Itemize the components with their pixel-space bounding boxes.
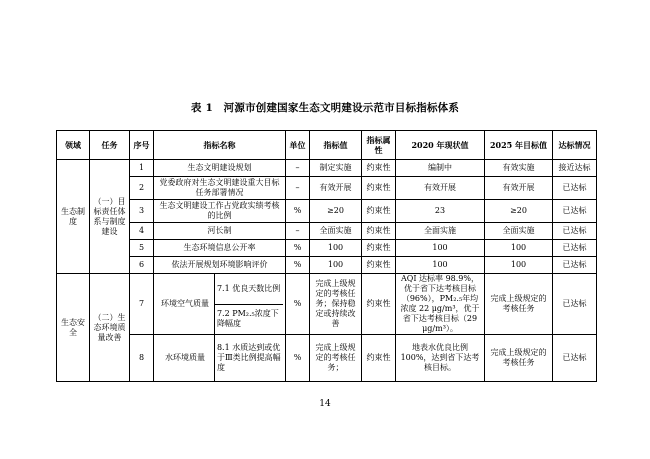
attr-cell: 约束性 bbox=[362, 240, 396, 257]
table-row bbox=[57, 335, 597, 382]
attr-cell: 约束性 bbox=[362, 223, 396, 240]
table-row bbox=[57, 223, 597, 240]
sub-indicator: 7.1 优良天数比例 bbox=[216, 283, 281, 293]
status-cell: 已达标 bbox=[553, 177, 597, 200]
y2025-cell: ≥20 bbox=[485, 200, 553, 223]
y2020-cell: 有效开展 bbox=[396, 177, 485, 200]
page-number: 14 bbox=[319, 399, 331, 409]
header-seq: 序号 bbox=[130, 131, 154, 160]
attr-cell: 约束性 bbox=[362, 274, 396, 335]
unit-cell: % bbox=[286, 335, 310, 382]
name-cell: 生态文明建设工作占党政实绩考核的比例 bbox=[154, 200, 286, 223]
header-2025: 2025 年目标值 bbox=[485, 131, 553, 160]
task-cell: （一）目标责任体系与制度建设 bbox=[90, 160, 130, 274]
header-domain: 领域 bbox=[57, 131, 90, 160]
y2020-cell: 全面实施 bbox=[396, 223, 485, 240]
y2020-cell: 地表水优良比例 100%，达到省下达考核目标。 bbox=[396, 335, 485, 382]
y2025-cell: 100 bbox=[485, 240, 553, 257]
attr-cell: 约束性 bbox=[362, 335, 396, 382]
sub-indicator: 8.1 水质达到或优于Ⅲ类比例提高幅度 bbox=[216, 343, 281, 372]
table-row bbox=[57, 257, 597, 274]
y2020-cell: 100 bbox=[396, 240, 485, 257]
y2025-cell: 全面实施 bbox=[485, 223, 553, 240]
domain-cell: 生态安全 bbox=[57, 274, 90, 382]
seq-cell: 3 bbox=[130, 200, 154, 223]
attr-cell: 约束性 bbox=[362, 257, 396, 274]
unit-cell: % bbox=[286, 240, 310, 257]
seq-cell: 4 bbox=[130, 223, 154, 240]
value-cell: 全面实施 bbox=[310, 223, 362, 240]
seq-cell: 1 bbox=[130, 160, 154, 177]
name-cell: 党委政府对生态文明建设重大目标任务部署情况 bbox=[154, 177, 286, 200]
seq-cell: 8 bbox=[130, 335, 154, 382]
seq-cell: 7 bbox=[130, 274, 154, 335]
status-cell: 已达标 bbox=[553, 335, 597, 382]
value-cell: ≥20 bbox=[310, 200, 362, 223]
status-cell: 已达标 bbox=[553, 274, 597, 335]
table-row bbox=[57, 160, 597, 177]
name-cell: 依法开展规划环境影响评价 bbox=[154, 257, 286, 274]
unit-cell: – bbox=[286, 177, 310, 200]
name-cell bbox=[154, 274, 286, 335]
indicator-table bbox=[56, 130, 597, 382]
seq-cell: 6 bbox=[130, 257, 154, 274]
value-cell: 完成上级规定的考核任务； bbox=[310, 335, 362, 382]
unit-cell: % bbox=[286, 200, 310, 223]
name-cell: 生态环境信息公开率 bbox=[154, 240, 286, 257]
table-row bbox=[57, 200, 597, 223]
y2025-cell: 100 bbox=[485, 257, 553, 274]
indicator-group-name: 环境空气质量 bbox=[160, 299, 209, 308]
y2020-cell: AQI 达标率 98.9%，优于省下达考核目标（96%），PM₂.₅年均浓度 22 μg/m³，优于省下达考核目标（29 μg/m³）。 bbox=[396, 274, 485, 335]
header-task: 任务 bbox=[90, 131, 130, 160]
unit-cell: – bbox=[286, 223, 310, 240]
y2025-cell: 完成上级规定的考核任务 bbox=[485, 335, 553, 382]
value-cell: 100 bbox=[310, 240, 362, 257]
value-cell: 100 bbox=[310, 257, 362, 274]
y2025-cell: 有效实施 bbox=[485, 160, 553, 177]
table-row bbox=[57, 240, 597, 257]
y2020-cell: 23 bbox=[396, 200, 485, 223]
table-title: 表 1 河源市创建国家生态文明建设示范市目标指标体系 bbox=[190, 102, 460, 114]
header-attr: 指标属性 bbox=[362, 131, 396, 160]
seq-cell: 2 bbox=[130, 177, 154, 200]
status-cell: 已达标 bbox=[553, 223, 597, 240]
status-cell: 已达标 bbox=[553, 240, 597, 257]
value-cell: 有效开展 bbox=[310, 177, 362, 200]
name-cell bbox=[154, 335, 286, 382]
unit-cell: % bbox=[286, 257, 310, 274]
status-cell: 已达标 bbox=[553, 257, 597, 274]
attr-cell: 约束性 bbox=[362, 177, 396, 200]
header-2020: 2020 年现状值 bbox=[396, 131, 485, 160]
attr-cell: 约束性 bbox=[362, 200, 396, 223]
y2025-cell: 完成上级规定的考核任务 bbox=[485, 274, 553, 335]
header-name: 指标名称 bbox=[154, 131, 286, 160]
status-cell: 已达标 bbox=[553, 200, 597, 223]
indicator-group-name: 水环境质量 bbox=[164, 353, 205, 362]
table-row bbox=[57, 274, 597, 335]
seq-cell: 5 bbox=[130, 240, 154, 257]
unit-cell: % bbox=[286, 274, 310, 335]
name-cell: 生态文明建设规划 bbox=[154, 160, 286, 177]
sub-indicator: 7.2 PM₂.₅浓度下降幅度 bbox=[215, 304, 283, 335]
status-cell: 接近达标 bbox=[553, 160, 597, 177]
value-cell: 完成上级规定的考核任务；保持稳定或持续改善 bbox=[310, 274, 362, 335]
domain-cell: 生态制度 bbox=[57, 160, 90, 274]
header-unit: 单位 bbox=[286, 131, 310, 160]
y2020-cell: 100 bbox=[396, 257, 485, 274]
header-status: 达标情况 bbox=[553, 131, 597, 160]
task-cell: （二）生态环境质量改善 bbox=[90, 274, 130, 382]
header-value: 指标值 bbox=[310, 131, 362, 160]
y2025-cell: 有效开展 bbox=[485, 177, 553, 200]
name-cell: 河长制 bbox=[154, 223, 286, 240]
value-cell: 制定实施 bbox=[310, 160, 362, 177]
table-row bbox=[57, 177, 597, 200]
unit-cell: – bbox=[286, 160, 310, 177]
header-row bbox=[57, 131, 597, 160]
attr-cell: 约束性 bbox=[362, 160, 396, 177]
y2020-cell: 编制中 bbox=[396, 160, 485, 177]
